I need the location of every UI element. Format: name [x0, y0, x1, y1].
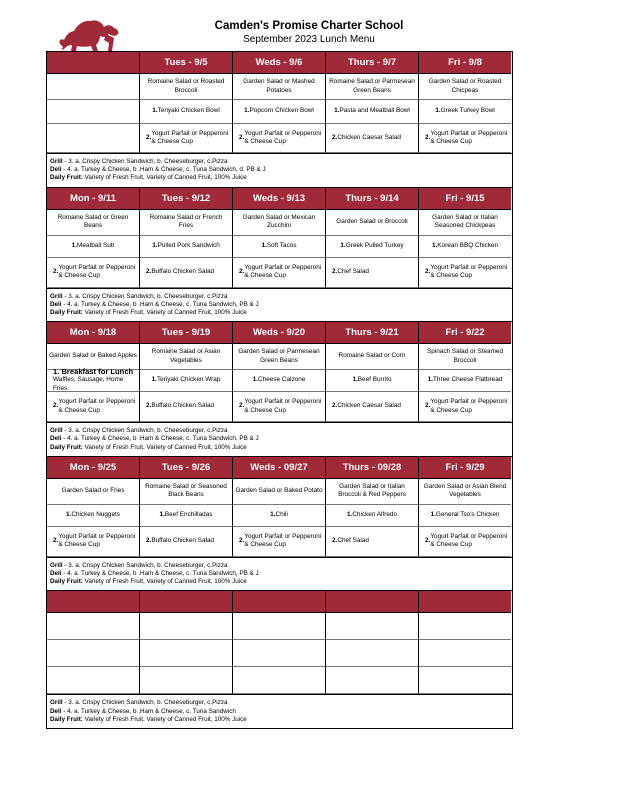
- day-header: Tues - 9/19: [140, 322, 233, 344]
- grill-line: Grill - 3. a. Crispy Chicken Sandwich, b. Cheeseburger, c.Pizza: [50, 561, 228, 569]
- entree-cell: [47, 366, 140, 392]
- menu-subtitle: September 2023 Lunch Menu: [243, 34, 375, 45]
- item-text: Chicken Caesar Salad: [337, 402, 401, 410]
- alt-entree-cell: [47, 667, 140, 694]
- entree-cell: [233, 640, 326, 667]
- deli-line: Deli - 4. a. Turkey & Cheese, b .Ham & Cheese, c. Tuna Sandwich, PB & J: [50, 570, 259, 578]
- day-header: Thurs - 9/7: [326, 52, 419, 74]
- day-header: [419, 591, 511, 613]
- item-text: Buffalo Chicken Salad: [151, 537, 215, 545]
- item-number: 2.: [239, 537, 245, 545]
- alt-entree-cell: [233, 392, 326, 422]
- week-notes: [47, 422, 512, 456]
- week-grid: [47, 322, 512, 422]
- alt-entree-cell: [140, 258, 233, 288]
- day-header: Fri - 9/29: [419, 457, 511, 479]
- item-number: 2.: [332, 537, 338, 545]
- item-number: 2.: [239, 267, 245, 275]
- side-cell: Romaine Salad or French Fries: [140, 210, 233, 236]
- side-cell: Romaine Salad or Asian Vegetables: [140, 344, 233, 370]
- side-cell: Garden Salad or Mexican Zucchini: [233, 210, 326, 236]
- grill-line: Grill - 3. a. Crispy Chicken Sandwich, b. Cheeseburger, c.Pizza: [50, 699, 228, 707]
- day-header: [233, 591, 326, 613]
- item-number: 1.: [270, 511, 276, 519]
- item-number: 2.: [53, 267, 59, 275]
- side-cell: [419, 613, 511, 640]
- item-text: Yogurt Parfait or Pepperoni & Cheese Cup: [58, 398, 136, 414]
- entree-cell: [419, 370, 511, 392]
- week-block: [46, 187, 513, 322]
- item-text: Pasta and Meatball Bowl: [339, 107, 410, 115]
- item-text: Korean BBQ Chicken: [437, 241, 499, 249]
- item-number: 1.: [159, 511, 165, 519]
- item-number: 2.: [53, 402, 59, 410]
- alt-entree-cell: [47, 258, 140, 288]
- entree-cell: [326, 640, 419, 667]
- deli-line: Deli - 4. a. Turkey & Cheese, b .Ham & Cheese, c. Tuna Sandwich, PB & J: [50, 300, 259, 308]
- alt-entree-cell: [233, 258, 326, 288]
- item-text: Chef Salad: [337, 267, 369, 275]
- side-cell: Garden Salad or Mashed Potatoes: [233, 74, 326, 100]
- alt-entree-cell: [326, 258, 419, 288]
- item-text: Cheese Calzone: [258, 376, 306, 384]
- item-text: Chicken Caesar Salad: [337, 133, 401, 141]
- alt-entree-cell: [233, 527, 326, 557]
- item-text: Meatball Sub: [77, 241, 115, 249]
- alt-entree-cell: [419, 667, 511, 694]
- daily-fruit-line: Daily Fruit: Variety of Fresh Fruit, Variety of Canned Fruit, 100% Juice: [50, 174, 247, 182]
- entree-cell: [47, 236, 140, 258]
- item-text: Teriyaki Chicken Bowl: [157, 107, 220, 115]
- deli-line: Deli - 4. a. Turkey & Cheese, b .Ham & Cheese, c. Tuna Sandwich: [50, 707, 236, 715]
- entree-cell: [140, 640, 233, 667]
- entree-cell: [233, 100, 326, 124]
- day-header: Weds - 09/27: [233, 457, 326, 479]
- entree-cell: [419, 236, 511, 258]
- alt-entree-cell: [326, 527, 419, 557]
- day-header: Tues - 9/5: [140, 52, 233, 74]
- entree-cell: [140, 505, 233, 527]
- alt-entree-cell: [140, 392, 233, 422]
- item-number: 2.: [332, 267, 338, 275]
- day-header: Fri - 9/15: [419, 188, 511, 210]
- item-text: Chili: [275, 511, 288, 519]
- item-text: General Tso's Chicken: [435, 511, 500, 519]
- item-text: Yogurt Parfait or Pepperoni & Cheese Cup: [244, 398, 322, 414]
- side-cell: [47, 613, 140, 640]
- item-text: Greek Pulled Turkey: [345, 241, 404, 249]
- week-grid: [47, 52, 512, 153]
- item-number: 2.: [332, 133, 338, 141]
- side-cell: Garden Salad or Broccoli: [326, 210, 419, 236]
- side-cell: [140, 613, 233, 640]
- deli-line: Deli - 4. a. Turkey & Cheese, b .Ham & Cheese, c. Tuna Sandwich, PB & J: [50, 435, 259, 443]
- side-cell: Garden Salad or Baked Potato: [233, 479, 326, 505]
- item-number: 2.: [425, 267, 431, 275]
- item-text: Yogurt Parfait or Pepperoni & Cheese Cup: [430, 398, 508, 414]
- entree-cell: [419, 640, 511, 667]
- day-header: [47, 52, 140, 74]
- item-number: 2.: [425, 402, 431, 410]
- deli-line: Deli - 4. a. Turkey & Cheese, b .Ham & Cheese, c. Tuna Sandwich, d. PB & J: [50, 166, 266, 174]
- item-number: 1.: [152, 107, 158, 115]
- week-block: [46, 321, 513, 456]
- entree-cell: [140, 100, 233, 124]
- item-number: 1.: [71, 241, 78, 249]
- side-cell: Spinach Salad or Steamed Broccoli: [419, 344, 511, 370]
- item-number: 1.: [340, 241, 346, 249]
- entree-cell: [326, 370, 419, 392]
- item-number: 2.: [332, 402, 338, 410]
- item-text: Buffalo Chicken Salad: [151, 402, 215, 410]
- alt-entree-cell: [326, 667, 419, 694]
- day-header: Fri - 9/8: [419, 52, 511, 74]
- day-header: Thurs - 09/28: [326, 457, 419, 479]
- item-text: Soft Tacos: [266, 241, 297, 249]
- item-number: 2.: [53, 537, 59, 545]
- item-text: Yogurt Parfait or Pepperoni & Cheese Cup: [244, 532, 322, 549]
- week-block: [46, 590, 513, 729]
- side-cell: Romaine Salad or Roasted Broccoli: [140, 74, 233, 100]
- side-cell: Romaine Salad or Corn: [326, 344, 419, 370]
- item-number: 2.: [146, 267, 152, 275]
- entree-cell: [233, 236, 326, 258]
- side-cell: Garden Salad or Italian Seasoned Chickpeas: [419, 210, 511, 236]
- item-number: 1.: [244, 107, 250, 115]
- entree-cell: [47, 640, 140, 667]
- week-notes: [47, 288, 512, 322]
- day-header: [140, 591, 233, 613]
- item-text: Popcorn Chicken Bowl: [249, 107, 314, 115]
- item-text: Yogurt Parfait or Pepperoni & Cheese Cup: [151, 129, 229, 145]
- item-number: 2.: [146, 402, 152, 410]
- alt-entree-cell: [419, 258, 511, 288]
- side-cell: Garden Salad or Fries: [47, 479, 140, 505]
- entree-cell: [140, 370, 233, 392]
- alt-entree-cell: [47, 527, 140, 557]
- week-grid: [47, 457, 512, 557]
- alt-entree-cell: [140, 527, 233, 557]
- side-cell: Romaine Salad or Green Beans: [47, 210, 140, 236]
- item-number: 1.: [427, 376, 434, 384]
- entree-cell: [326, 505, 419, 527]
- day-header: Tues - 9/12: [140, 188, 233, 210]
- week-block: [46, 456, 513, 591]
- alt-entree-cell: [419, 527, 511, 557]
- item-text: Greek Turkey Bowl: [440, 107, 495, 115]
- item-text: Pulled Pork Sandwich: [157, 241, 220, 249]
- item-text: Chicken Alfredo: [352, 511, 398, 519]
- item-number: 1.: [346, 511, 353, 519]
- item-number: 2.: [425, 537, 431, 545]
- item-text: Beef Burrito: [357, 376, 392, 384]
- side-cell: [47, 74, 140, 100]
- alt-entree-cell: [326, 124, 419, 153]
- item-number: 2.: [425, 133, 431, 141]
- day-header: [47, 591, 140, 613]
- alt-entree-cell: [140, 667, 233, 694]
- day-header: Weds - 9/13: [233, 188, 326, 210]
- item-text: Yogurt Parfait or Pepperoni & Cheese Cup: [430, 532, 508, 549]
- daily-fruit-line: Daily Fruit: Variety of Fresh Fruit, Variety of Canned Fruit, 100% Juice: [50, 443, 247, 451]
- item-text: Yogurt Parfait or Pepperoni & Cheese Cup: [244, 263, 322, 280]
- side-cell: Garden Salad or Asian Blend Vegetables: [419, 479, 511, 505]
- alt-entree-cell: [140, 124, 233, 153]
- item-text: Teriyaki Chicken Wrap: [156, 376, 221, 384]
- item-number: 2.: [239, 133, 245, 141]
- side-cell: Romaine Salad or Parmesean Green Beans: [326, 74, 419, 100]
- week-notes: [47, 557, 512, 591]
- entree-cell: [233, 505, 326, 527]
- day-header: Weds - 9/6: [233, 52, 326, 74]
- item-number: 2.: [146, 133, 152, 141]
- item-text: Chicken Nuggets: [71, 511, 120, 519]
- item-text: Yogurt Parfait or Pepperoni & Cheese Cup: [430, 129, 508, 145]
- side-cell: Romaine Salad or Seasoned Black Beans: [140, 479, 233, 505]
- item-text: Buffalo Chicken Salad: [151, 267, 215, 275]
- entree-title: 1. Breakfast for Lunch: [53, 366, 134, 376]
- item-number: 1.: [152, 241, 158, 249]
- item-number: 1.: [252, 376, 259, 384]
- daily-fruit-line: Daily Fruit: Variety of Fresh Fruit, Variety of Canned Fruit, 100% Juice: [50, 578, 247, 586]
- side-cell: Garden Salad or Parmesean Green Beans: [233, 344, 326, 370]
- item-number: 2.: [146, 537, 152, 545]
- entree-detail: Waffles, Sausage, Home Fries: [53, 376, 124, 392]
- item-text: Three Cheese Flatbread: [433, 376, 503, 384]
- menu-calendar: [46, 51, 513, 729]
- item-number: 1.: [352, 376, 358, 384]
- grill-line: Grill - 3. a. Crispy Chicken Sandwich, b. Cheeseburger, c.Pizza: [50, 292, 228, 300]
- item-number: 1.: [435, 107, 441, 115]
- week-grid: [47, 591, 512, 694]
- day-header: Thurs - 9/14: [326, 188, 419, 210]
- item-number: 1.: [65, 511, 72, 519]
- alt-entree-cell: [233, 667, 326, 694]
- grill-line: Grill - 3. a. Crispy Chicken Sandwich, b. Cheeseburger, c.Pizza: [50, 158, 228, 165]
- entree-cell: [140, 236, 233, 258]
- item-text: Chef Salad: [337, 537, 369, 545]
- day-header: Mon - 9/11: [47, 188, 140, 210]
- week-notes: [47, 694, 512, 728]
- side-cell: Garden Salad or Roasted Chicpeas: [419, 74, 511, 100]
- grill-line: Grill - 3. a. Crispy Chicken Sandwich, b. Cheeseburger, c.Pizza: [50, 427, 228, 435]
- daily-fruit-line: Daily Fruit: Variety of Fresh Fruit, Variety of Canned Fruit, 100% Juice: [50, 309, 247, 317]
- alt-entree-cell: [233, 124, 326, 153]
- week-block: [46, 51, 513, 187]
- item-text: Yogurt Parfait or Pepperoni & Cheese Cup: [58, 532, 136, 549]
- day-header: Mon - 9/18: [47, 322, 140, 344]
- daily-fruit-line: Daily Fruit: Variety of Fresh Fruit, Variety of Canned Fruit, 100% Juice: [50, 715, 247, 723]
- day-header: [326, 591, 419, 613]
- side-cell: [326, 613, 419, 640]
- alt-entree-cell: [326, 392, 419, 422]
- item-text: Yogurt Parfait or Pepperoni & Cheese Cup: [430, 263, 508, 280]
- side-cell: Garden Salad or Baked Apples: [47, 344, 140, 370]
- school-name: Camden's Promise Charter School: [214, 20, 404, 32]
- alt-entree-cell: [419, 124, 511, 153]
- item-number: 1.: [431, 241, 438, 249]
- day-header: Fri - 9/22: [419, 322, 511, 344]
- entree-cell: [326, 100, 419, 124]
- item-number: 1.: [151, 376, 157, 384]
- item-text: Yogurt Parfait or Pepperoni & Cheese Cup: [58, 263, 136, 280]
- day-header: Mon - 9/25: [47, 457, 140, 479]
- item-text: Beef Enchilladas: [164, 511, 213, 519]
- alt-entree-cell: [47, 124, 140, 153]
- item-number: 1.: [334, 107, 340, 115]
- item-number: 1.: [261, 241, 267, 249]
- day-header: Thurs - 9/21: [326, 322, 419, 344]
- entree-cell: [47, 100, 140, 124]
- entree-cell: [419, 100, 511, 124]
- item-text: Yogurt Parfait or Pepperoni & Cheese Cup: [244, 129, 322, 145]
- entree-cell: [233, 370, 326, 392]
- week-grid: [47, 188, 512, 288]
- item-number: 2.: [239, 402, 245, 410]
- alt-entree-cell: [419, 392, 511, 422]
- side-cell: Garden Salad or Italian Broccoli & Red Peppers: [326, 479, 419, 505]
- side-cell: [233, 613, 326, 640]
- entree-cell: [47, 505, 140, 527]
- day-header: Weds - 9/20: [233, 322, 326, 344]
- item-number: 1.: [430, 511, 436, 519]
- entree-cell: [419, 505, 511, 527]
- day-header: Tues - 9/26: [140, 457, 233, 479]
- entree-cell: [326, 236, 419, 258]
- alt-entree-cell: [47, 392, 140, 422]
- week-notes: [47, 153, 512, 187]
